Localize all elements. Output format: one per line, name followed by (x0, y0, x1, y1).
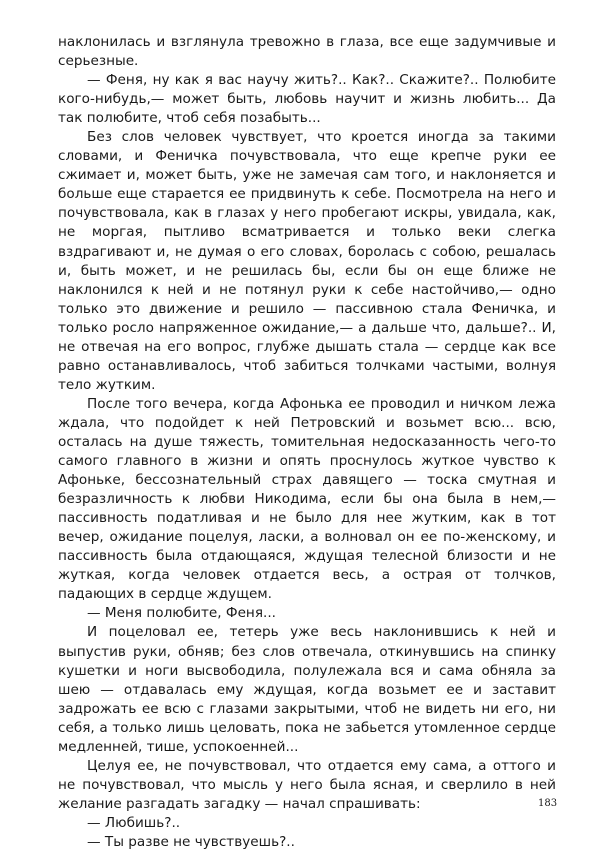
page-number: 183 (538, 798, 558, 809)
paragraph-6: И поцеловал ее, тетерь уже весь наклонившись к ней и выпустив руки, обняв; без слов отвечала, откинувшись на спинку кушетки и ноги высвободила, полулежала вся и сама обняла за шею — отдавалась ему ждущая, когда возьмет ее и заставит задрожать ее всю с глазами закрытыми, чтоб не видеть ни его, ни себя, а только лишь целовать, пока не забьется утомленное сердце медленней, тише, успокоенней... (58, 624, 556, 755)
paragraph-2: — Феня, ну как я вас научу жить?.. Как?.. Скажите?.. Полюбите кого-нибудь,— может быть, любовь научит и жизнь любить... Да так полюбите, чтоб себя позабыть... (58, 72, 556, 127)
paragraph-8: — Любишь?.. (87, 814, 181, 831)
paragraph-4: После того вечера, когда Афонька ее проводил и ничком лежа ждала, что подойдет к ней Петровский и возьмет всю... всю, осталась на душе тяжесть, томительная недосказанность чего-то самого главного в жизни и опять проснулось жуткое чувство к Афоньке, бессознательный страх давящего — тоска смутная и безразличность к любви Никодима, если бы она была в нем,— пассивность податливая и не было для нее жутким, как в тот вечер, ожидание поцелуя, ласки, а волновал он ее по-женскому, и пассивность была отдающаяся, ждущая телесной близости и не жуткая, когда человек отдается весь, а острая от толчков, падающих в сердце ждущем. (58, 395, 556, 603)
paragraph-7: Целуя ее, не почувствовал, что отдается ему сама, а оттого и не почувствовал, что мысль у него была ясная, и сверлило в ней желание разгадать загадку — начал спрашивать: (58, 757, 556, 812)
paragraph-9: — Ты разве не чувствуешь?.. (87, 833, 295, 850)
paragraph-1: наклонилась и взглянула тревожно в глаза, все еще задумчивые и серьезные. (58, 34, 556, 70)
paragraph-3: Без слов человек чувствует, что кроется иногда за такими словами, и Феничка почувствовала, что еще крепче руки ее сжимает и, может быть, уже не замечая сам того, и наклоняется и больше еще старается ее придвинуть к себе. Посмотрела на него и почувствовала, как в глазах у него пробегают искры, увидала, как, не моргая, пытливо всматривается и только веки слегка вздрагивают и, не думая о его словах, боролась с собою, решалась и, быть может, и не решилась бы, если бы он еще ближе не наклонился к ней и не потянул руки к себе настойчиво,— одно только это движение и решило — пассивною стала Феничка, и только росло напряженное ожидание,— а дальше что, дальше?.. И, не отвечая на его вопрос, глубже дышать стала — сердце как все равно останавливалось, чтоб забиться толчками частыми, волнуя тело жутким. (58, 129, 556, 393)
paragraph-5: — Меня полюбите, Феня... (87, 605, 276, 622)
body-text (58, 33, 556, 852)
